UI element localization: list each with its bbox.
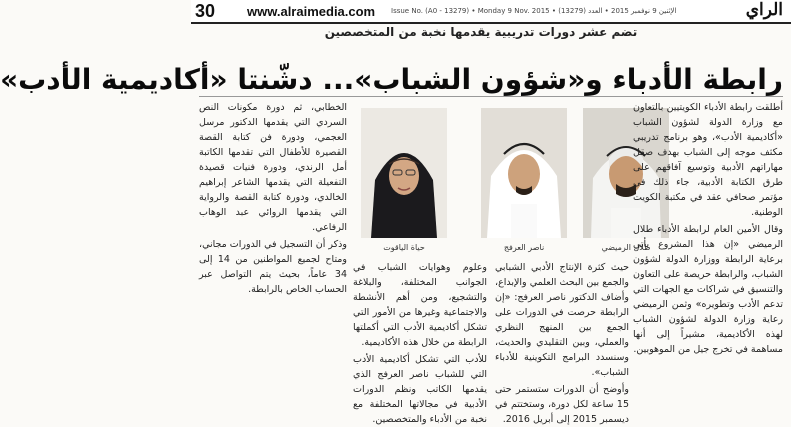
portrait-woman-hijab-icon — [361, 108, 447, 238]
newspaper-logo: الراي — [745, 0, 783, 20]
paragraph: أطلقت رابطة الأدباء الكويتيين بالتعاون مع وزارة الدولة لشؤون الشباب «أكاديمية الأدب»، وهو برنامج تدريبي مكثف موجه إلى الشباب بهدف صقل مهاراتهم الأدبية وتوسيع آفاقهم على طرق الكتابة الأدبية، جاء ذلك في مؤتمر صحافي عقد في مكتبة الكويت الوطنية. — [633, 102, 783, 218]
photo-hayat-alyaqout — [361, 108, 447, 238]
headline-divider — [199, 96, 783, 97]
issue-info: Issue No. (A0 - 13279) • Monday 9 Nov. 2015 • الإثنين 9 نوفمبر 2015 • العدد (13279) — [391, 7, 677, 15]
article-column-middle-right — [495, 260, 629, 425]
page-number: 30 — [195, 1, 216, 21]
photo-caption: طلال الرميضي — [601, 243, 651, 252]
article-subhead: تضم عشر دورات تدريبية يقدمها نخبة من المتخصصين — [324, 25, 638, 39]
article-column-left — [199, 100, 347, 422]
paragraph: الخطابي، ثم دورة مكونات النص السردي التي يقدمها الدكتور مرسل العجمي، ودورة فن كتابة القصة القصيرة للأطفال التي تقدمها الكاتبة أمل الرندي، ودورة فنيات قصيدة التفعيلة التي يقدمها الشاعر إبراهيم الخالدي، ودورة كتابة القصة والرواية التي يقدمها الروائي عبد الوهاب الرفاعي. — [199, 102, 347, 233]
article-columns-middle — [353, 260, 629, 425]
paragraph: وذكر أن التسجيل في الدورات مجاني، ومتاح لجميع المواطنين من 14 إلى 34 عاماً، بحيث يتم التواصل عبر الحساب الخاص بالرابطة. — [199, 239, 347, 295]
paragraph: حيث كثرة الإنتاج الأدبي الشبابي والجمع بين البحث العلمي والإبداع، وأضاف الدكتور ناصر العرفج: «إن الرابطة حرصت في الدورات على الجمع بين المنهج النظري والعملي، وبين التقليدي والحديث، وسنسدد البرامج التكوينية للأدباء الشباب». — [495, 262, 629, 378]
article-column-middle-left — [353, 260, 487, 425]
paragraph: للأدب التي تشكل أكاديمية الأدب التي للشباب ناصر العرفج الذي يقدمها الكاتب ونظم الدورات الأدبية في مجالاتها المختلفة مع نخبة من الأدباء والمتخصصين. — [353, 354, 487, 425]
paragraph: وعلوم وهوايات الشباب في الجوانب المختلفة، والبلاغة والتشجيع، ومن أهم الأنشطة والاجتماعية وغيرها من الأمور التي تشكل أكاديمية الأدب التي أكملتها الرابطة من خلال هذه الأكاديمية. — [353, 262, 487, 348]
photo-caption: حياة الياقوت — [383, 243, 425, 252]
article-headline: رابطة الأدباء و«شؤون الشباب»... دشّنتا «أكاديمية الأدب» — [0, 62, 783, 96]
site-url[interactable]: www.alraimedia.com — [247, 4, 376, 19]
masthead — [191, 0, 791, 24]
paragraph: وأوضح أن الدورات ستستمر حتى 15 ساعة لكل دورة، وستختتم في ديسمبر 2015 إلى أبريل 2016. — [495, 384, 629, 425]
photo-nasser-alarfaj — [481, 108, 567, 238]
portrait-young-man-icon — [481, 108, 567, 238]
article-column-right — [633, 100, 783, 422]
photo-caption: ناصر العرفج — [503, 243, 545, 252]
paragraph: وقال الأمين العام لرابطة الأدباء طلال الرميضي «إن هذا المشروع يأتي برعاية الرابطة ووزارة الدولة لشؤون الشباب، والرابطة حريصة على التعاون والتنسيق في شراكات مع الجهات التي تدعم الأدب وتطويره» وثمن الرميضي رعاية وزارة الدولة لشؤون الشباب لهذه الأكاديمية، مشيراً إلى أنها مساهمة في تخرج جيل من الموهوبين. — [633, 224, 783, 355]
